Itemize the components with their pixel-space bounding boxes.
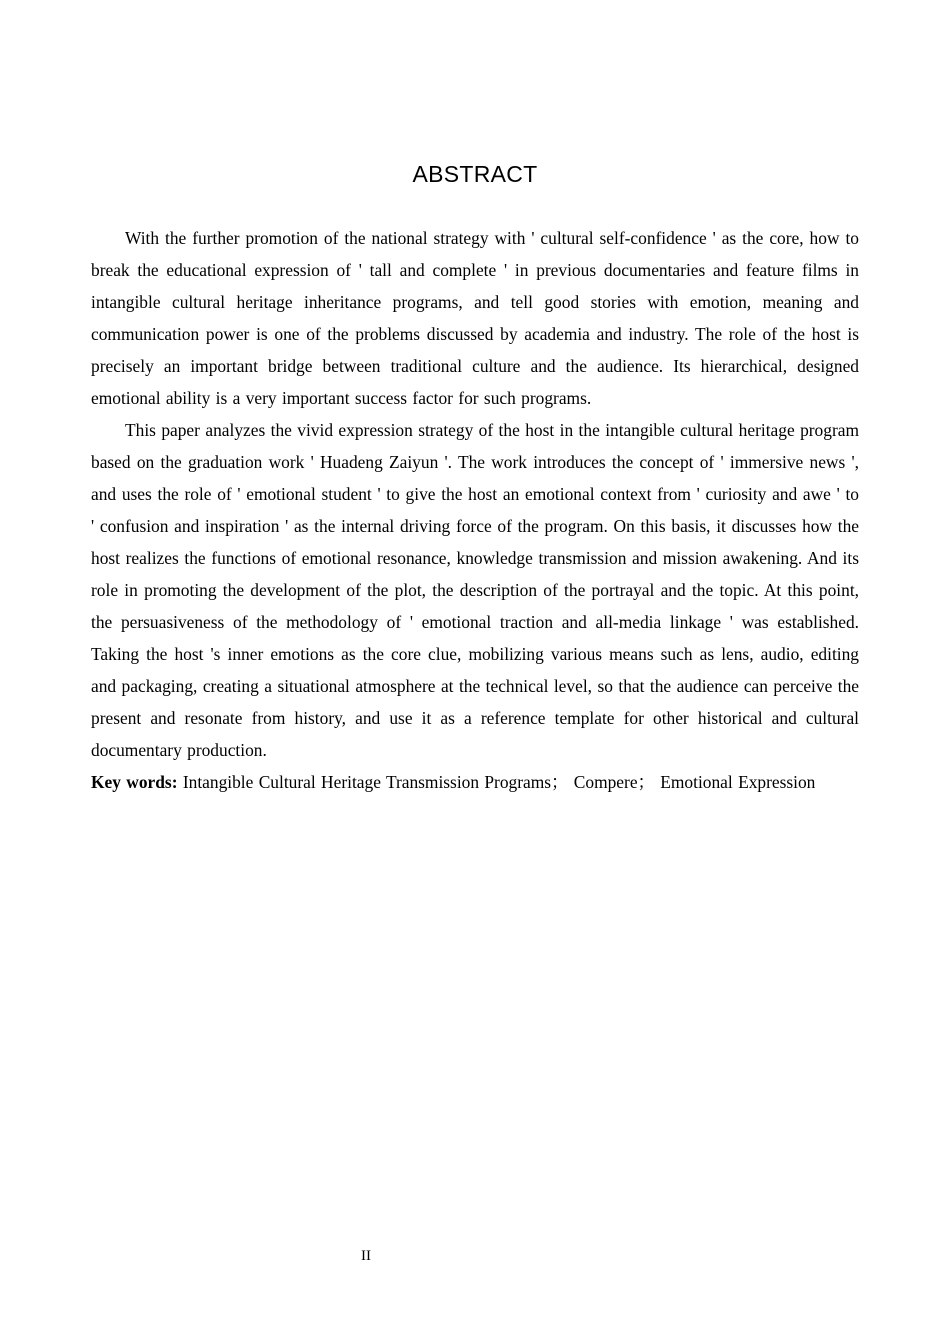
abstract-paragraph-1: With the further promotion of the national strategy with ' cultural self-confidence ' as the core, how to break the educational expression of ' tall and complete ' in previous documentaries and feature films in intangible cultural heritage inheritance programs, and tell good stories with emotion, meaning and communication power is one of the problems discussed by academia and industry. The role of the host is precisely an important bridge between traditional culture and the audience. Its hierarchical, designed emotional ability is a very important success factor for such programs. (91, 228, 859, 408)
keywords-text: Intangible Cultural Heritage Transmission Programs； Compere； Emotional Expression (177, 772, 816, 792)
abstract-paragraph-2: This paper analyzes the vivid expression strategy of the host in the intangible cultural heritage program based on the graduation work ' Huadeng Zaiyun '. The work introduces the concept of ' immersive news ', and uses the role of ' emotional student ' to give the host an emotional context from ' curiosity and awe ' to ' confusion and inspiration ' as the internal driving force of the program. On this basis, it discusses how the host realizes the functions of emotional resonance, knowledge transmission and mission awakening. And its role in promoting the development of the plot, the description of the portrayal and the topic. At this point, the persuasiveness of the methodology of ' emotional traction and all-media linkage ' was established. Taking the host 's inner emotions as the core clue, mobilizing various means such as lens, audio, editing and packaging, creating a situational atmosphere at the technical level, so that the audience can perceive the present and resonate from history, and use it as a reference template for other historical and cultural documentary production. (91, 420, 859, 760)
abstract-body (91, 222, 859, 798)
page-number: II (361, 1248, 371, 1264)
keywords-label: Key words: (91, 772, 178, 792)
keywords-line (91, 766, 859, 798)
abstract-title: ABSTRACT (412, 161, 538, 187)
